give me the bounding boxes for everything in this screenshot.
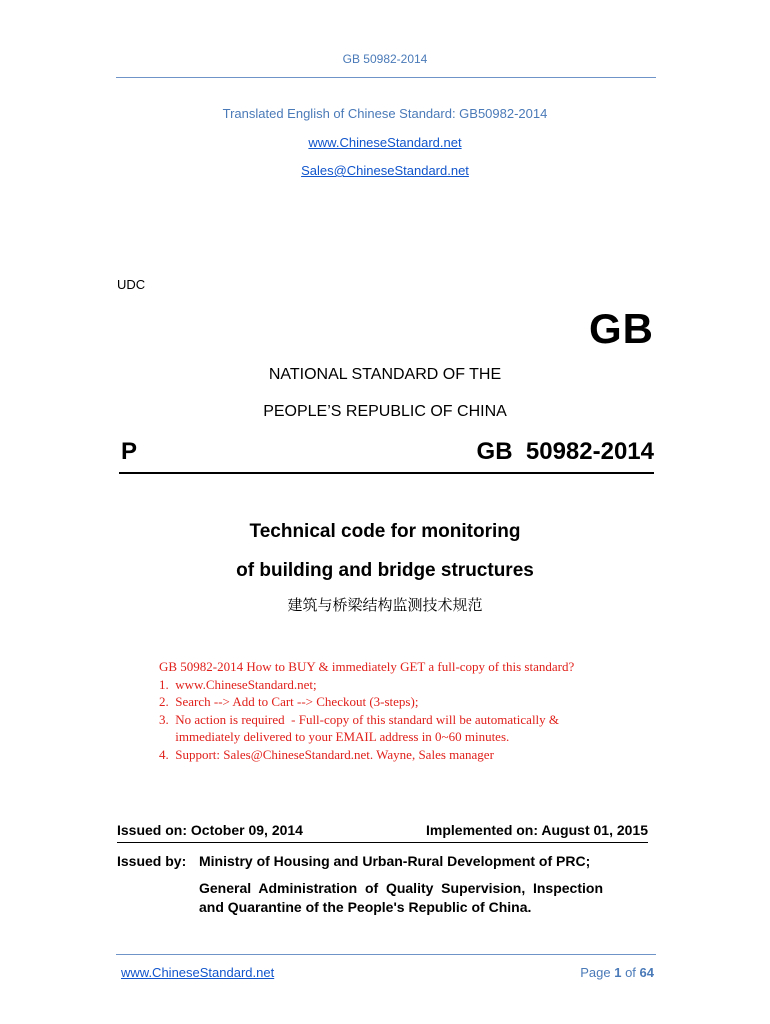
- issued-by-gaqsiq-line2: and Quarantine of the People's Republic of China.: [199, 899, 532, 915]
- gb-logo: GB: [589, 305, 654, 352]
- promo-item: 1. www.ChineseStandard.net;: [159, 676, 317, 692]
- classification-code: P: [121, 438, 138, 465]
- page-word: Page: [580, 965, 615, 980]
- promo-heading: GB 50982-2014 How to BUY & immediately GET a full-copy of this standard?: [159, 659, 575, 674]
- translated-note: Translated English of Chinese Standard: GB50982-2014: [222, 106, 548, 121]
- title-line1: Technical code for monitoring: [249, 521, 521, 542]
- standard-number: GB 50982-2014: [476, 438, 654, 465]
- issued-on: Issued on: October 09, 2014: [117, 822, 303, 838]
- title-chinese: 建筑与桥梁结构监测技术规范: [287, 596, 483, 614]
- promo-item: 2. Search --> Add to Cart --> Checkout (3-steps);: [159, 694, 419, 709]
- header-code: GB 50982-2014: [342, 52, 428, 66]
- website-link[interactable]: www.ChineseStandard.net: [308, 135, 462, 150]
- title-line2: of building and bridge structures: [236, 560, 534, 581]
- email-link[interactable]: Sales@ChineseStandard.net: [301, 163, 469, 178]
- national-standard-line2: PEOPLE’S REPUBLIC OF CHINA: [263, 403, 507, 420]
- promo-item: 4. Support: Sales@ChineseStandard.net. Wayne, Sales manager: [159, 746, 494, 762]
- promo-item: 3. No action is required - Full-copy of this standard will be automatically &: [159, 711, 560, 727]
- issued-by-label: Issued by:: [117, 853, 187, 869]
- header-divider: [116, 77, 656, 78]
- issued-by-gaqsiq-line1: General Administration of Quality Supervision, Inspection: [199, 880, 603, 896]
- title-divider: [119, 472, 654, 474]
- promo-block: [159, 658, 659, 763]
- national-standard-line1: NATIONAL STANDARD OF THE: [268, 366, 502, 383]
- footer-divider: [116, 954, 656, 955]
- implemented-on: Implemented on: August 01, 2015: [426, 822, 648, 838]
- issued-by-ministry: Ministry of Housing and Urban-Rural Development of PRC;: [199, 853, 591, 869]
- udc-label: UDC: [117, 277, 146, 292]
- issue-divider: [117, 842, 648, 843]
- footer-website-link[interactable]: www.ChineseStandard.net: [121, 965, 275, 980]
- page-of: of: [621, 965, 640, 980]
- promo-item: immediately delivered to your EMAIL address in 0~60 minutes.: [159, 729, 510, 744]
- page-indicator: [580, 965, 654, 980]
- page-current: 1: [614, 965, 622, 980]
- page-total: 64: [639, 965, 654, 980]
